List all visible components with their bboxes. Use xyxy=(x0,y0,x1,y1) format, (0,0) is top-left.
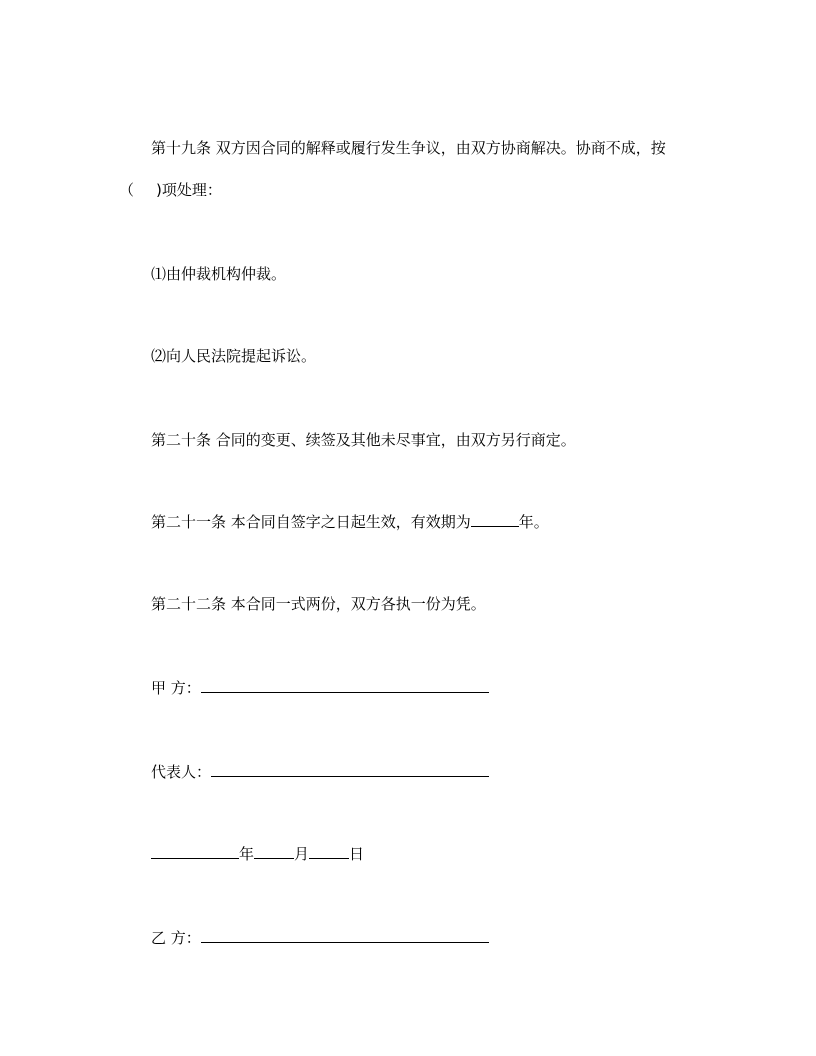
article-21-suffix: 年。 xyxy=(518,513,549,531)
date-day-blank xyxy=(309,844,349,859)
article-21 xyxy=(151,512,549,532)
date-day-label: 日 xyxy=(349,845,365,863)
date-month-label: 月 xyxy=(294,845,310,863)
article-20 xyxy=(151,430,576,450)
party-b-row xyxy=(151,928,489,948)
option-1-text: ⑴由仲裁机构仲裁。 xyxy=(151,265,287,283)
article-19-rest: )项处理： xyxy=(156,181,222,199)
date-year-blank xyxy=(151,844,239,859)
representative-row xyxy=(151,762,489,782)
date-row xyxy=(151,844,364,864)
date-month-blank xyxy=(254,844,294,859)
option-2-text: ⑵向人民法院提起诉讼。 xyxy=(151,347,317,365)
article-19-line-2 xyxy=(119,180,222,200)
article-19-text: 第十九条 双方因合同的解释或履行发生争议，由双方协商解决。协商不成，按 xyxy=(151,139,666,157)
validity-years-blank xyxy=(471,512,519,527)
article-21-text: 第二十一条 本合同自签字之日起生效，有效期为 xyxy=(151,513,471,531)
party-a-blank xyxy=(201,678,489,693)
date-year-label: 年 xyxy=(239,845,255,863)
representative-label: 代表人： xyxy=(151,763,212,781)
article-22 xyxy=(151,594,486,614)
party-b-blank xyxy=(201,928,489,943)
party-b-label: 乙 方： xyxy=(151,929,201,947)
article-19-line-1 xyxy=(151,138,666,158)
party-a-label: 甲 方： xyxy=(151,679,201,697)
option-1 xyxy=(151,264,286,284)
paren-open: （ xyxy=(119,181,135,199)
representative-blank xyxy=(211,762,489,777)
option-2 xyxy=(151,346,316,366)
article-20-text: 第二十条 合同的变更、续签及其他未尽事宜，由双方另行商定。 xyxy=(151,431,576,449)
party-a-row xyxy=(151,678,489,698)
article-22-text: 第二十二条 本合同一式两份，双方各执一份为凭。 xyxy=(151,595,486,613)
